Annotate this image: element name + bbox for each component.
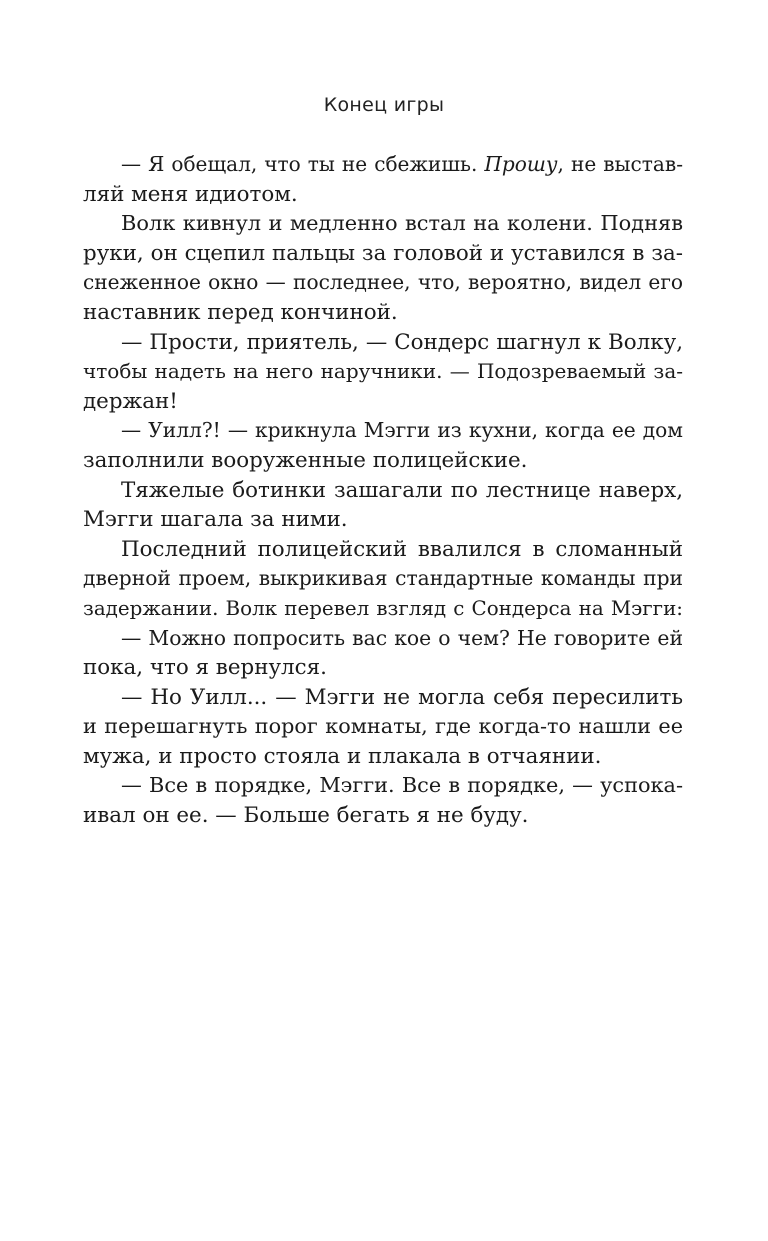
italic-emphasis: Прошу <box>484 152 558 176</box>
text-segment: пока, что я вернулся. <box>83 655 327 681</box>
text-segment: чтобы надеть на него наручники. — Подозреваемый за- <box>83 359 683 384</box>
text-line <box>83 594 683 624</box>
text-line <box>83 771 683 801</box>
text-line <box>83 150 683 180</box>
text-line <box>83 239 683 269</box>
text-segment: Последний полицейский ввалился в сломанный <box>121 536 683 562</box>
text-segment: Волк кивнул и медленно встал на колени. Подняв <box>121 211 683 236</box>
text-line <box>83 712 683 742</box>
text-segment: — Можно попросить вас кое о чем? Не говорите ей <box>121 625 683 650</box>
body-text <box>83 150 683 831</box>
text-line <box>83 742 683 772</box>
running-head: Конец игры <box>323 94 445 116</box>
text-line <box>83 564 683 594</box>
text-line <box>83 801 683 831</box>
text-line <box>83 357 683 387</box>
text-line <box>83 180 683 210</box>
text-segment: ивал он ее. — Больше бегать я не буду. <box>83 803 529 829</box>
text-segment: снеженное окно — последнее, что, вероятно, видел его <box>83 270 683 295</box>
text-line <box>83 416 683 446</box>
text-line <box>83 446 683 476</box>
text-segment: и перешагнуть порог комнаты, где когда-то нашли ее <box>83 714 683 739</box>
text-line <box>83 535 683 565</box>
text-line <box>83 209 683 239</box>
text-segment: заполнили вооруженные полицейские. <box>83 447 528 473</box>
text-segment: — Прости, приятель, — Сондерс шагнул к Волку, <box>121 329 683 355</box>
text-segment: ляй меня идиотом. <box>83 181 298 207</box>
text-segment: — Все в порядке, Мэгги. Все в порядке, — успока- <box>121 773 683 798</box>
text-segment: задержании. Волк перевел взгляд с Сондерса на Мэгги: <box>83 596 683 620</box>
text-line <box>83 387 683 417</box>
text-line <box>83 653 683 683</box>
text-line <box>83 268 683 298</box>
text-line <box>83 328 683 358</box>
text-segment: руки, он сцепил пальцы за головой и уставился в за- <box>83 240 683 266</box>
text-segment: — Уилл?! — крикнула Мэгги из кухни, когда ее дом <box>121 418 683 443</box>
text-segment: Мэгги шагала за ними. <box>83 507 348 533</box>
text-line <box>83 505 683 535</box>
text-segment: — Но Уилл... — Мэгги не могла себя пересилить <box>121 684 683 710</box>
text-segment: мужа, и просто стояла и плакала в отчаянии. <box>83 743 602 769</box>
text-line <box>83 298 683 328</box>
text-segment: держан! <box>83 388 178 414</box>
text-line <box>83 476 683 506</box>
text-segment: Тяжелые ботинки зашагали по лестнице наверх, <box>121 477 683 503</box>
text-segment: наставник перед кончиной. <box>83 299 398 325</box>
text-segment: , не выстав- <box>557 152 684 176</box>
text-segment: дверной проем, выкрикивая стандартные команды при <box>83 566 683 591</box>
text-line <box>83 624 683 654</box>
text-segment: — Я обещал, что ты не сбежишь. <box>121 152 485 176</box>
text-line <box>83 683 683 713</box>
